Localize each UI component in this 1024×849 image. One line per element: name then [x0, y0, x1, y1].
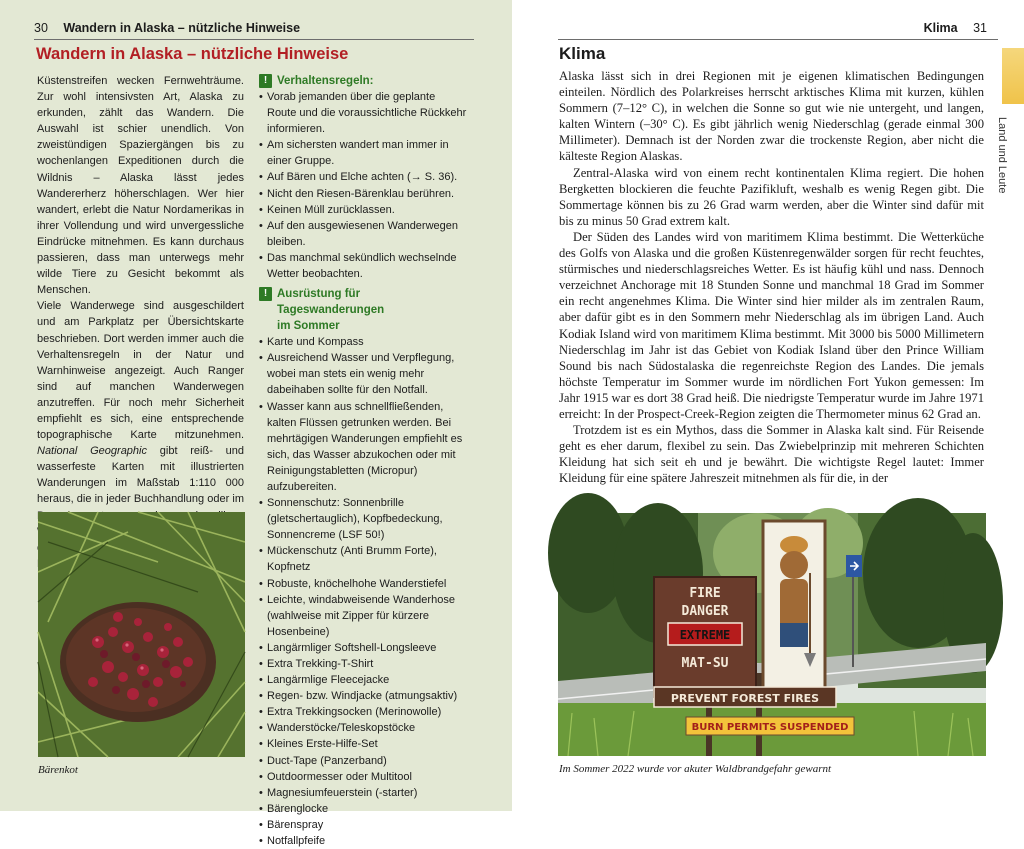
equipment-heading: ! Ausrüstung für Tageswanderungen — [259, 286, 467, 318]
right-header-title: Klima — [923, 21, 958, 35]
list-item: • Auf Bären und Elche achten (→ S. 36). — [259, 169, 467, 185]
left-running-header — [34, 21, 300, 35]
list-item: • Bärenglocke — [259, 801, 467, 817]
list-item: • Wanderstöcke/Teleskopstöcke — [259, 720, 467, 736]
rules-list — [259, 89, 467, 282]
climate-paragraph-1: Alaska lässt sich in drei Regionen mit je eigenen klimatischen Bedingungen einteilen. Nördlich des Polarkreises herrscht arktisches Klima mit kurzen, kühlen Sommern (7–12° C), in welchen die Sonne so gut wie nie untergeht, und langen, kalten Wintern (–30° C). Es gibt jährlich wenig Niederschlag (gerade einmal 300 Millimeter). Demnach ist der Norden zwar die trockenste Region, aber nicht die kälteste Region Alaskas. — [559, 69, 984, 164]
tip-icon: ! — [259, 287, 272, 301]
list-item: • Sonnenschutz: Sonnenbrille (gletschertauglich), Kopfbedeckung, Sonnencreme (LSF 50!) — [259, 495, 467, 543]
sign-burn-permits: BURN PERMITS SUSPENDED — [691, 722, 849, 733]
right-page-number: 31 — [973, 21, 987, 35]
climate-paragraph-4: Trotzdem ist es ein Mythos, dass die Sommer in Alaska kalt sind. Für Reisende geht es eher darum, flexibel zu sein. Das Zwiebelprinzip mit mehreren Schichten Kleidung hat sich seit eh und je bewährt. Die wichtigste Regel lautet: Immer Kleidung für eine spätere Jahreszeit mitnehmen als für die, in der — [559, 423, 984, 486]
climate-paragraph-3: Der Süden des Landes wird von maritimem Klima bestimmt. Die Wetterküche des Golfs von Alaska und die großen Küstenregenwälder sorgen für recht feuchtes, stürmisches und niederschlagsreiches Wetter. Es ist häufig kühl und nass. Dennoch verzeichnet Anchorage mit 18 Stunden Sonne und manchmal 18 Grad im Sommer ein recht angenehmes Klima. Die Winter sind hier milder als im zentralen Raum, aber dafür gibt es in den Sommern mehr Niederschlag als im übrigen Land. Auch Kodiak Island wird von maritimem Klima bestimmt. Mit 3000 bis 5000 Millimetern Niederschlag im Jahr ist das Gebiet von Kodiak Island über den Prince William Sound bis nach Südostalaska die regenreichste Region des Landes. Die jemals höchste Temperatur im Sommer wurde im nördlichen Fort Yukon gemessen: Im Jahr 1915 war es dort 38 Grad heiß. Die niedrigste Temperatur wurde im Jahre 1971 erreicht: In der Prospect-Creek-Region zeigten die Thermometer minus 62 Grad an. — [559, 229, 984, 421]
tips-column — [259, 73, 467, 849]
intro-column — [37, 73, 244, 572]
sign-fire: FIRE — [689, 586, 721, 601]
climate-paragraph-2: Zentral-Alaska wird von einem recht kontinentalen Klima regiert. Die hohen Bergketten blockieren die feuchte Pazifikluft, weshalb es wenig Regen gibt. Die Sommertage können bis zu 26 Grad warm werden, aber die Winter sind dafür mit bis zu minus 50 Grad extrem kalt. — [559, 165, 984, 228]
left-header-title: Wandern in Alaska – nützliche Hinweise — [63, 21, 301, 35]
list-item: • Kleines Erste-Hilfe-Set — [259, 736, 467, 752]
fire-danger-illustration — [558, 513, 986, 756]
list-item: • Ausreichend Wasser und Verpflegung, wobei man stets ein wenig mehr dabeihaben sollte für den Notfall. — [259, 350, 467, 398]
list-item: • Robuste, knöchelhohe Wanderstiefel — [259, 576, 467, 592]
bear-scat-photo — [38, 512, 245, 757]
list-item: • Karte und Kompass — [259, 334, 467, 350]
climate-text — [559, 68, 984, 486]
right-figure-caption: Im Sommer 2022 wurde vor akuter Waldbrandgefahr gewarnt — [559, 763, 832, 775]
list-item: • Extra Trekking-T-Shirt — [259, 656, 467, 672]
equipment-list — [259, 334, 467, 849]
list-item: • Auf den ausgewiesenen Wanderwegen bleiben. — [259, 218, 467, 250]
sign-prevent: PREVENT FOREST FIRES — [670, 692, 820, 705]
intro-paragraph-2: Viele Wanderwege sind ausgeschildert und am Parkplatz per Übersichtskarte beschrieben. Dort werden immer auch die Verhaltensregeln in der Natur und Warnhinweise angezeigt. Auch Ranger sind auf manchen Wanderwegen anzutreffen. Für noch mehr Sicherheit empfiehlt es sich, eine entsprechende topographische Karte mitzunehmen. National Geographic gibt reiß- und wasserfeste Karten mit illustrierten Wanderungen im Maßstab 1:110 000 heraus, die in jeder Buchhandlung oder im — [37, 300, 244, 506]
list-item: • Am sichersten wandert man immer in einer Gruppe. — [259, 137, 467, 169]
list-item: • Magnesiumfeuerstein (-starter) — [259, 785, 467, 801]
list-item: • Duct-Tape (Panzerband) — [259, 753, 467, 769]
sign-matsu: MAT-SU — [681, 656, 729, 671]
list-item: • Nicht den Riesen-Bärenklau berühren. — [259, 186, 467, 202]
bear-scat-illustration — [38, 512, 245, 757]
right-header-rule — [558, 39, 998, 40]
left-header-rule — [34, 39, 474, 40]
list-item: • Bärenspray — [259, 817, 467, 833]
list-item: • Regen- bzw. Windjacke (atmungsaktiv) — [259, 688, 467, 704]
equipment-heading-line2: im Sommer — [277, 320, 340, 333]
tip-icon: ! — [259, 74, 272, 88]
list-item: • Leichte, windabweisende Wanderhose (wahlweise mit Zipper für kürzere Hosenbeine) — [259, 592, 467, 640]
national-geographic: National Geographic — [37, 445, 147, 458]
list-item: • Mückenschutz (Anti Brumm Forte), Kopfnetz — [259, 543, 467, 575]
right-running-header — [924, 21, 987, 35]
list-item: • Notfallpfeife — [259, 833, 467, 849]
sign-danger: DANGER — [681, 604, 729, 619]
list-item: • Outdoormesser oder Multitool — [259, 769, 467, 785]
right-section-title: Klima — [559, 44, 606, 63]
left-page-number: 30 — [34, 21, 48, 35]
list-item: • Das manchmal sekündlich wechselnde Wetter beobachten. — [259, 250, 467, 282]
left-section-title: Wandern in Alaska – nützliche Hinweise — [36, 45, 349, 63]
list-item: • Langärmlige Fleecejacke — [259, 672, 467, 688]
left-page — [0, 0, 512, 848]
list-item: • Vorab jemanden über die geplante Route und die voraussichtliche Rückkehr informieren. — [259, 89, 467, 137]
chapter-tab — [1002, 48, 1024, 104]
chapter-tab-label: Land und Leute — [996, 117, 1008, 194]
fire-danger-photo — [558, 513, 986, 756]
list-item: • Extra Trekkingsocken (Merinowolle) — [259, 704, 467, 720]
list-item: • Keinen Müll zurücklassen. — [259, 202, 467, 218]
left-figure-caption: Bärenkot — [38, 764, 78, 776]
intro-paragraph-1: Küstenstreifen wecken Fernwehträume. Zur wohl intensivsten Art, Alaska zu erkunden, zählt das Wandern. Die Auswahl ist schier unendlich. Von zweistündigen Spaziergängen bis zu wochenlangen Expeditionen durch die Wildnis – Alaska lässt jedes Wandererherz höherschlagen. Wer hier wandert, erlebt die Natur Nordamerikas in ihrer Vollendung und wird unvergessliche Eindrücke mitnehmen. Es kann durchaus passieren, dass man unterwegs mehr wilde Tiere zu Gesicht bekommt als Menschen. — [37, 75, 244, 297]
sign-extreme: EXTREME — [679, 628, 731, 642]
list-item: • Wasser kann aus schnellfließenden, kalten Flüssen getrunken werden. Bei mehrtägigen Wanderungen empfiehlt es sich, das Wasser abzukochen oder mit Reinigungstabletten (Micropur) aufzubereiten. — [259, 399, 467, 496]
rules-heading: ! Verhaltensregeln: — [259, 73, 467, 89]
list-item: • Langärmliger Softshell-Longsleeve — [259, 640, 467, 656]
